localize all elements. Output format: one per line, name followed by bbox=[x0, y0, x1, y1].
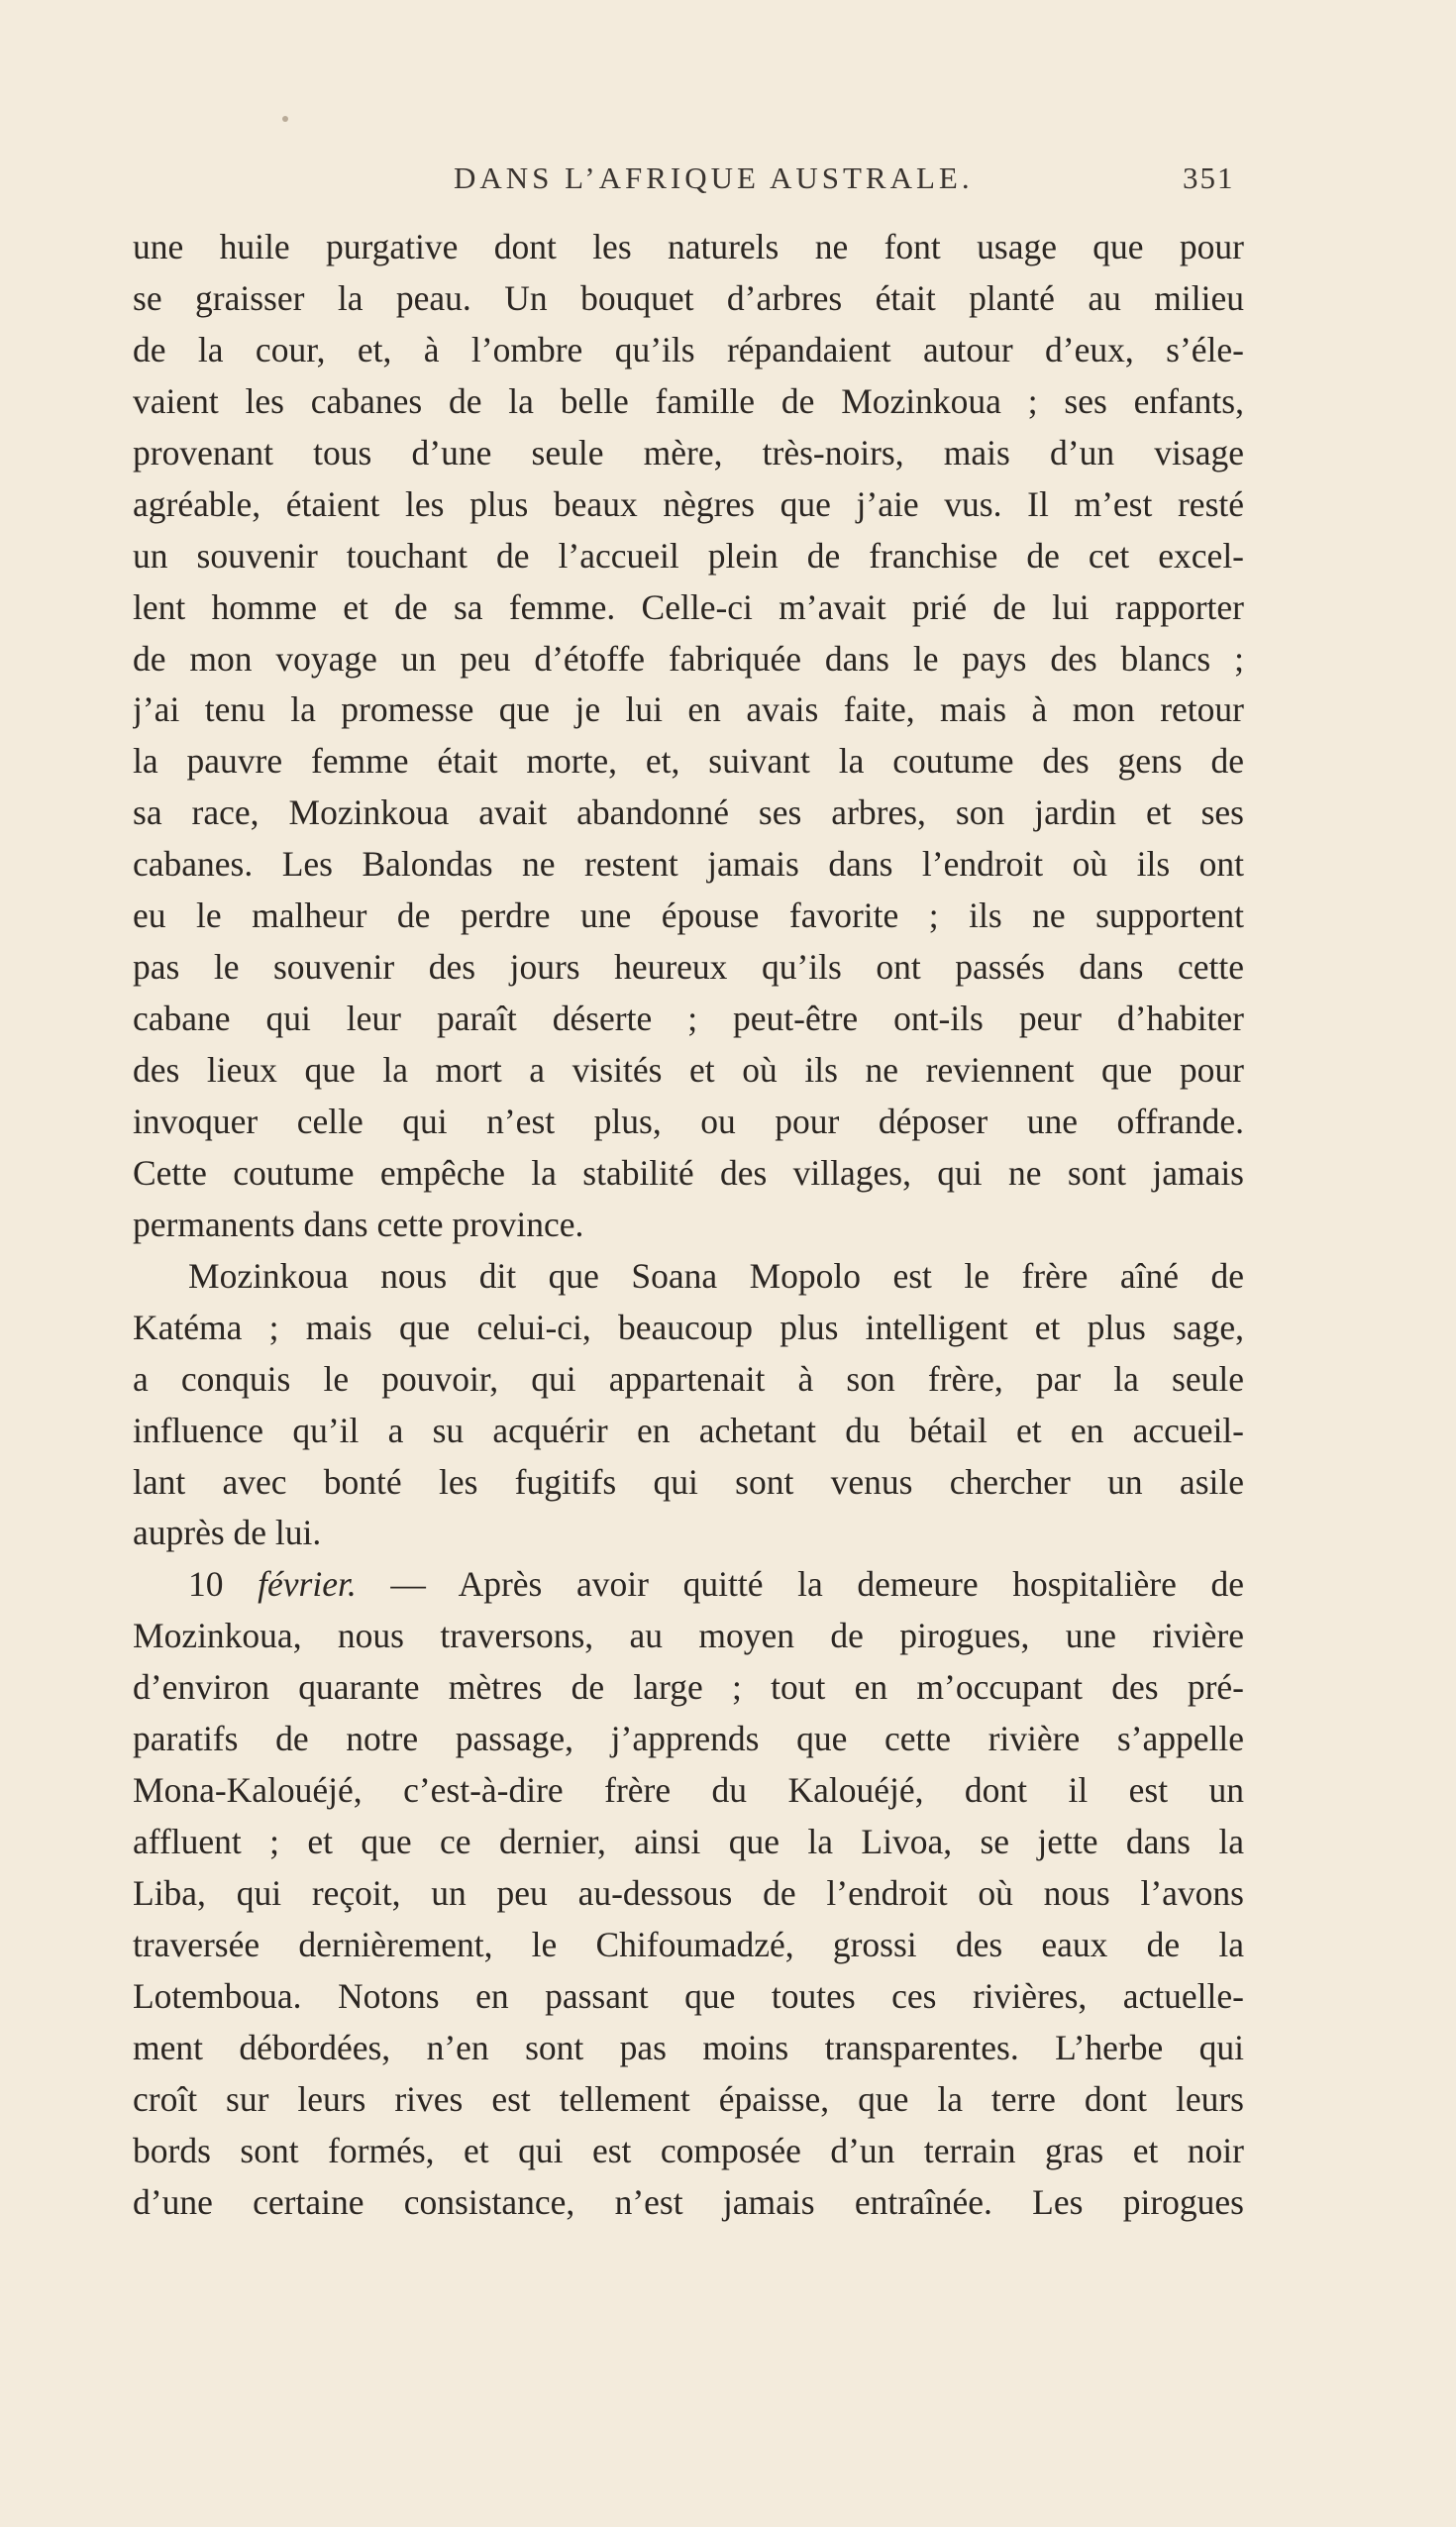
text-line: vaient les cabanes de la belle famille de Mozinkoua ; ses enfants, bbox=[133, 380, 1244, 421]
text-line: d’une certaine consistance, n’est jamais entraînée. Les pirogues bbox=[133, 2181, 1244, 2222]
date-line-text: — Après avoir quitté la demeure hospitalière de bbox=[390, 1564, 1244, 1605]
text-line: lant avec bonté les fugitifs qui sont venus chercher un asile bbox=[133, 1461, 1244, 1502]
text-line: cabanes. Les Balondas ne restent jamais dans l’endroit où ils ont bbox=[133, 844, 1244, 885]
text-line: croît sur leurs rives est tellement épaisse, que la terre dont leurs bbox=[133, 2078, 1244, 2119]
text-line: ment débordées, n’en sont pas moins transparentes. L’herbe qui bbox=[133, 2027, 1244, 2067]
paragraph-3 bbox=[133, 1559, 1244, 2228]
text-line: permanents dans cette province. bbox=[133, 1204, 584, 1244]
text-line: auprès de lui. bbox=[133, 1513, 322, 1553]
text-line: se graisser la peau. Un bouquet d’arbres était planté au milieu bbox=[133, 277, 1244, 318]
text-line: pas le souvenir des jours heureux qu’ils ont passés dans cette bbox=[133, 947, 1244, 988]
text-line: Lotemboua. Notons en passant que toutes ces rivières, actuelle- bbox=[133, 1975, 1244, 2016]
text-line: paratifs de notre passage, j’apprends que cette rivière s’appelle bbox=[133, 1719, 1244, 1759]
text-line: d’environ quarante mètres de large ; tout en m’occupant des pré- bbox=[133, 1667, 1244, 1708]
text-line: la pauvre femme était morte, et, suivant la coutume des gens de bbox=[133, 741, 1244, 782]
text-line: bords sont formés, et qui est composée d’un terrain gras et noir bbox=[133, 2130, 1244, 2170]
text-line: provenant tous d’une seule mère, très-noirs, mais d’un visage bbox=[133, 432, 1244, 473]
text-line: Mona-Kalouéjé, c’est-à-dire frère du Kalouéjé, dont il est un bbox=[133, 1770, 1244, 1811]
paper-speck bbox=[282, 116, 288, 122]
text-line: sa race, Mozinkoua avait abandonné ses arbres, son jardin et ses bbox=[133, 792, 1244, 833]
text-line: de mon voyage un peu d’étoffe fabriquée dans le pays des blancs ; bbox=[133, 638, 1244, 679]
text-line: cabane qui leur paraît déserte ; peut-être ont-ils peur d’habiter bbox=[133, 999, 1244, 1039]
text-line: Mozinkoua nous dit que Soana Mopolo est le frère aîné de bbox=[188, 1255, 1244, 1296]
text-line: Cette coutume empêche la stabilité des villages, qui ne sont jamais bbox=[133, 1152, 1244, 1193]
dated-line bbox=[133, 1559, 1244, 1611]
text-line: Mozinkoua, nous traversons, au moyen de pirogues, une rivière bbox=[133, 1616, 1244, 1656]
running-head: DANS L’AFRIQUE AUSTRALE. bbox=[454, 160, 974, 195]
date-day: 10 bbox=[188, 1564, 224, 1605]
text-line: une huile purgative dont les naturels ne font usage que pour bbox=[133, 227, 1244, 266]
page-header bbox=[0, 160, 1456, 210]
text-line: des lieux que la mort a visités et où ils ne reviennent que pour bbox=[133, 1050, 1244, 1090]
text-line: lent homme et de sa femme. Celle-ci m’avait prié de lui rapporter bbox=[133, 586, 1244, 627]
text-line: de la cour, et, à l’ombre qu’ils répandaient autour d’eux, s’éle- bbox=[133, 329, 1244, 369]
paragraph-1 bbox=[133, 222, 1244, 1251]
text-line: Katéma ; mais que celui-ci, beaucoup plus intelligent et plus sage, bbox=[133, 1307, 1244, 1347]
text-line: eu le malheur de perdre une épouse favorite ; ils ne supportent bbox=[133, 895, 1244, 936]
text-line: invoquer celle qui n’est plus, ou pour déposer une offrande. bbox=[133, 1101, 1244, 1141]
text-line: Liba, qui reçoit, un peu au-dessous de l’endroit où nous l’avons bbox=[133, 1873, 1244, 1913]
page-number: 351 bbox=[1183, 160, 1235, 195]
text-line: influence qu’il a su acquérir en achetant du bétail et en accueil- bbox=[133, 1410, 1244, 1450]
text-line: traversée dernièrement, le Chifoumadzé, grossi des eaux de la bbox=[133, 1924, 1244, 1964]
text-line: affluent ; et que ce dernier, ainsi que la Livoa, se jette dans la bbox=[133, 1822, 1244, 1862]
text-line: a conquis le pouvoir, qui appartenait à son frère, par la seule bbox=[133, 1358, 1244, 1399]
paragraph-2 bbox=[133, 1251, 1244, 1560]
text-line: un souvenir touchant de l’accueil plein de franchise de cet excel- bbox=[133, 535, 1244, 576]
date-month: février. bbox=[258, 1564, 357, 1605]
text-line: j’ai tenu la promesse que je lui en avais faite, mais à mon retour bbox=[133, 689, 1244, 730]
body-text bbox=[133, 222, 1244, 2229]
text-line: agréable, étaient les plus beaux nègres que j’aie vus. Il m’est resté bbox=[133, 483, 1244, 524]
